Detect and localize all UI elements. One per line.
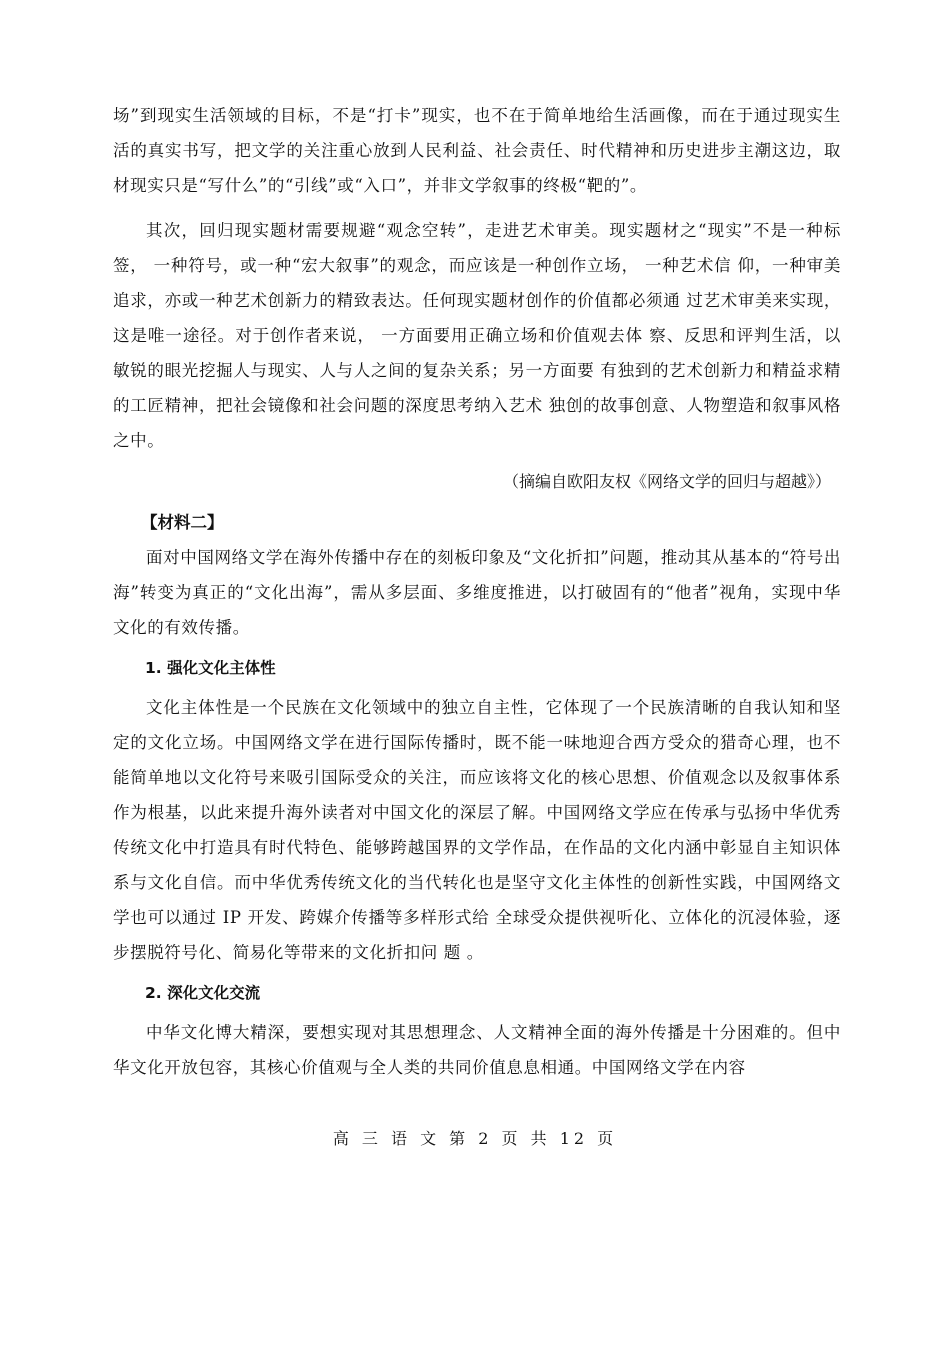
document-body: [113, 98, 841, 1085]
material-one-continued-paragraph: 场”到现实生活领域的目标，不是“打卡”现实，也不在于简单地给生活画像，而在于通过现实生活的真实书写，把文学的关注重心放到人民利益、社会责任、时代精神和历史进步主潮这边，取材现实只是“写什么”的“引线”或“入口”，并非文学叙事的终极“靶的”。: [113, 106, 841, 195]
material-two-heading: 【材料二】: [141, 513, 224, 532]
section-two-title: 2. 深化文化交流: [145, 984, 261, 1002]
material-one-second-paragraph: 其次，回归现实题材需要规避“观念空转”，走进艺术审美。现实题材之“现实”不是一种标签， 一种符号，或一种“宏大叙事”的观念，而应该是一种创作立场， 一种艺术信 仰，一种审美追求，亦或一种艺术创新力的精致表达。任何现实题材创作的价值都必须通 过艺术审美来实现，这是唯一途径。对于创作者来说， 一方面要用正确立场和价值观去体 察、反思和评判生活，以敏锐的眼光挖掘人与现实、人与人之间的复杂关系；另一方面要 有独到的艺术创新力和精益求精的工匠精神，把社会镜像和社会问题的深度思考纳入艺术 独创的故事创意、人物塑造和叙事风格之中。: [113, 221, 841, 450]
section-one-title: 1. 强化文化主体性: [145, 659, 276, 677]
section-one-paragraph: 文化主体性是一个民族在文化领域中的独立自主性，它体现了一个民族清晰的自我认知和坚定的文化立场。中国网络文学在进行国际传播时，既不能一味地迎合西方受众的猎奇心理，也不能简单地以文化符号来吸引国际受众的关注，而应该将文化的核心思想、价值观念以及叙事体系作为根基，以此来提升海外读者对中国文化的深层了解。中国网络文学应在传承与弘扬中华优秀传统文化中打造具有时代特色、能够跨越国界的文学作品，在作品的文化内涵中彰显自主知识体系与文化自信。而中华优秀传统文化的当代转化也是坚守文化主体性的创新性实践，中国网络文学也可以通过 IP 开发、跨媒介传播等多样形式给 全球受众提供视听化、立体化的沉浸体验，逐步摆脱符号化、简易化等带来的文化折扣问 题 。: [113, 698, 841, 962]
section-two-paragraph: 中华文化博大精深，要想实现对其思想理念、人文精神全面的海外传播是十分困难的。但中华文化开放包容，其核心价值观与全人类的共同价值息息相通。中国网络文学在内容: [113, 1023, 841, 1077]
material-two-intro-paragraph: 面对中国网络文学在海外传播中存在的刻板印象及“文化折扣”问题，推动其从基本的“符号出海”转变为真正的“文化出海”，需从多层面、多维度推进，以打破固有的“他者”视角，实现中华文化的有效传播。: [113, 548, 841, 637]
page-footer: 高 三 语 文 第 2 页 共 12 页: [332, 1129, 618, 1148]
material-one-source-citation: （摘编自欧阳友权《网络文学的回归与超越》）: [502, 472, 831, 491]
